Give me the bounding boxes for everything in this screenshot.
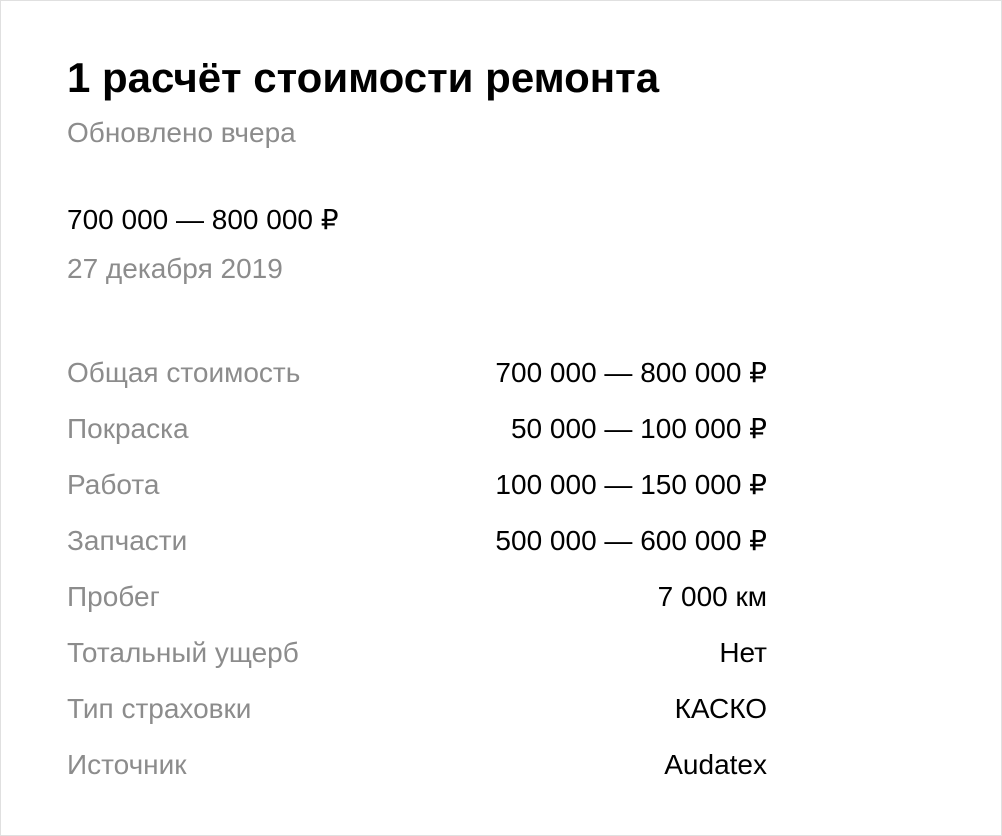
detail-row-source: [67, 747, 767, 803]
detail-value: 7 000 км: [657, 581, 767, 612]
detail-row-painting: [67, 411, 767, 467]
page-title: 1 расчёт стоимости ремонта: [67, 54, 660, 101]
detail-row-mileage: [67, 579, 767, 635]
detail-value: КАСКО: [674, 693, 767, 724]
estimate-date: 27 декабря 2019: [67, 253, 283, 284]
detail-label: Источник: [67, 749, 187, 780]
estimate-range: 700 000 — 800 000 ₽: [67, 204, 339, 235]
updated-text: Обновлено вчера: [67, 117, 296, 148]
detail-label: Пробег: [67, 581, 160, 612]
detail-value: 500 000 — 600 000 ₽: [495, 525, 767, 556]
detail-label: Запчасти: [67, 525, 188, 556]
detail-row-labor: [67, 467, 767, 523]
detail-label: Покраска: [67, 413, 189, 444]
detail-value: Audatex: [664, 749, 767, 780]
detail-label: Тотальный ущерб: [67, 637, 299, 668]
details-list: [67, 355, 767, 803]
detail-label: Работа: [67, 469, 160, 500]
detail-label: Общая стоимость: [67, 357, 301, 388]
detail-row-parts: [67, 523, 767, 579]
detail-value: Нет: [719, 637, 767, 668]
detail-row-total-loss: [67, 635, 767, 691]
detail-value: 700 000 — 800 000 ₽: [495, 357, 767, 388]
detail-value: 50 000 — 100 000 ₽: [510, 413, 767, 444]
detail-row-total-cost: [67, 355, 767, 411]
detail-label: Тип страховки: [67, 693, 252, 724]
detail-row-insurance-type: [67, 691, 767, 747]
detail-value: 100 000 — 150 000 ₽: [495, 469, 767, 500]
